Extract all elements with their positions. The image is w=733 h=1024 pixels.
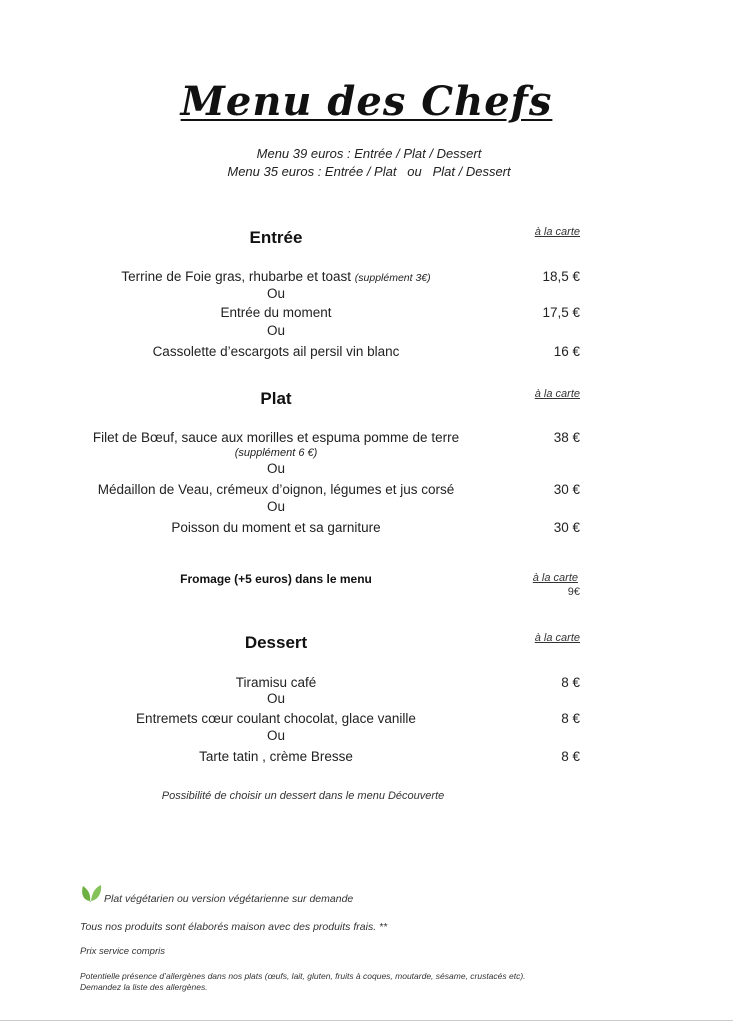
plat-item-3-name: Poisson du moment et sa garniture <box>171 520 381 535</box>
entree-item-3-price: 16 € <box>553 344 580 359</box>
service-note: Prix service compris <box>80 946 165 957</box>
fromage-a-la-carte: à la carte <box>532 572 578 584</box>
vegetarian-note: Plat végétarien ou version végétarienne sur demande <box>104 893 354 905</box>
or-separator: Ou <box>266 461 286 476</box>
section-title-dessert: Dessert <box>244 633 308 652</box>
plat-item-1-supplement: (supplément 6 €) <box>234 447 318 459</box>
plat-item-1-name: Filet de Bœuf, sauce aux morilles et espuma pomme de terre <box>92 430 460 445</box>
entree-item-2-name: Entrée du moment <box>220 305 332 320</box>
entree-item-1-price: 18,5 € <box>542 269 580 284</box>
plat-a-la-carte: à la carte <box>534 388 580 400</box>
dessert-item-1-name: Tiramisu café <box>235 675 317 690</box>
or-separator: Ou <box>266 286 286 301</box>
dessert-item-3-name: Tarte tatin , crème Bresse <box>199 749 353 764</box>
entree-a-la-carte: à la carte <box>534 226 580 238</box>
allergens-note-line1: Potentielle présence d’allergènes dans nos plats (œufs, lait, gluten, fruits à coques, moutarde, sésame, crustacés etc). <box>80 971 526 981</box>
subtitle-menu-35: Menu 35 euros : Entrée / Plat ou Plat / Dessert <box>227 164 511 179</box>
page-bottom-divider <box>0 1020 733 1021</box>
menu-title: Menu des Chefs <box>180 78 553 125</box>
section-title-entree: Entrée <box>249 228 303 247</box>
entree-item-1 <box>121 269 430 284</box>
dessert-item-2-price: 8 € <box>561 711 580 726</box>
or-separator: Ou <box>266 323 286 338</box>
or-separator: Ou <box>266 728 286 743</box>
entree-item-1-supplement: (supplément 3€) <box>354 272 431 284</box>
or-separator: Ou <box>266 499 286 514</box>
entree-item-3-name: Cassolette d’escargots ail persil vin blanc <box>152 344 400 359</box>
dessert-item-1-price: 8 € <box>561 675 580 690</box>
leaf-icon <box>80 882 102 902</box>
homemade-note: Tous nos produits sont élaborés maison avec des produits frais. ** <box>80 921 388 933</box>
entree-item-2-price: 17,5 € <box>542 305 580 320</box>
or-separator: Ou <box>266 691 286 706</box>
dessert-item-2-name: Entremets cœur coulant chocolat, glace vanille <box>136 711 416 726</box>
section-title-plat: Plat <box>260 389 292 408</box>
entree-item-1-name: Terrine de Foie gras, rhubarbe et toast <box>121 269 351 284</box>
plat-item-1-price: 38 € <box>553 430 580 445</box>
fromage-label: Fromage (+5 euros) dans le menu <box>180 572 372 586</box>
subtitle-menu-39: Menu 39 euros : Entrée / Plat / Dessert <box>256 146 482 161</box>
dessert-a-la-carte: à la carte <box>534 632 580 644</box>
plat-item-2-price: 30 € <box>553 482 580 497</box>
dessert-note: Possibilité de choisir un dessert dans le menu Découverte <box>161 790 445 802</box>
allergens-note-line2: Demandez la liste des allergènes. <box>80 982 208 992</box>
dessert-item-3-price: 8 € <box>561 749 580 764</box>
plat-item-3-price: 30 € <box>553 520 580 535</box>
fromage-price: 9€ <box>567 586 580 598</box>
plat-item-2-name: Médaillon de Veau, crémeux d’oignon, légumes et jus corsé <box>97 482 455 497</box>
